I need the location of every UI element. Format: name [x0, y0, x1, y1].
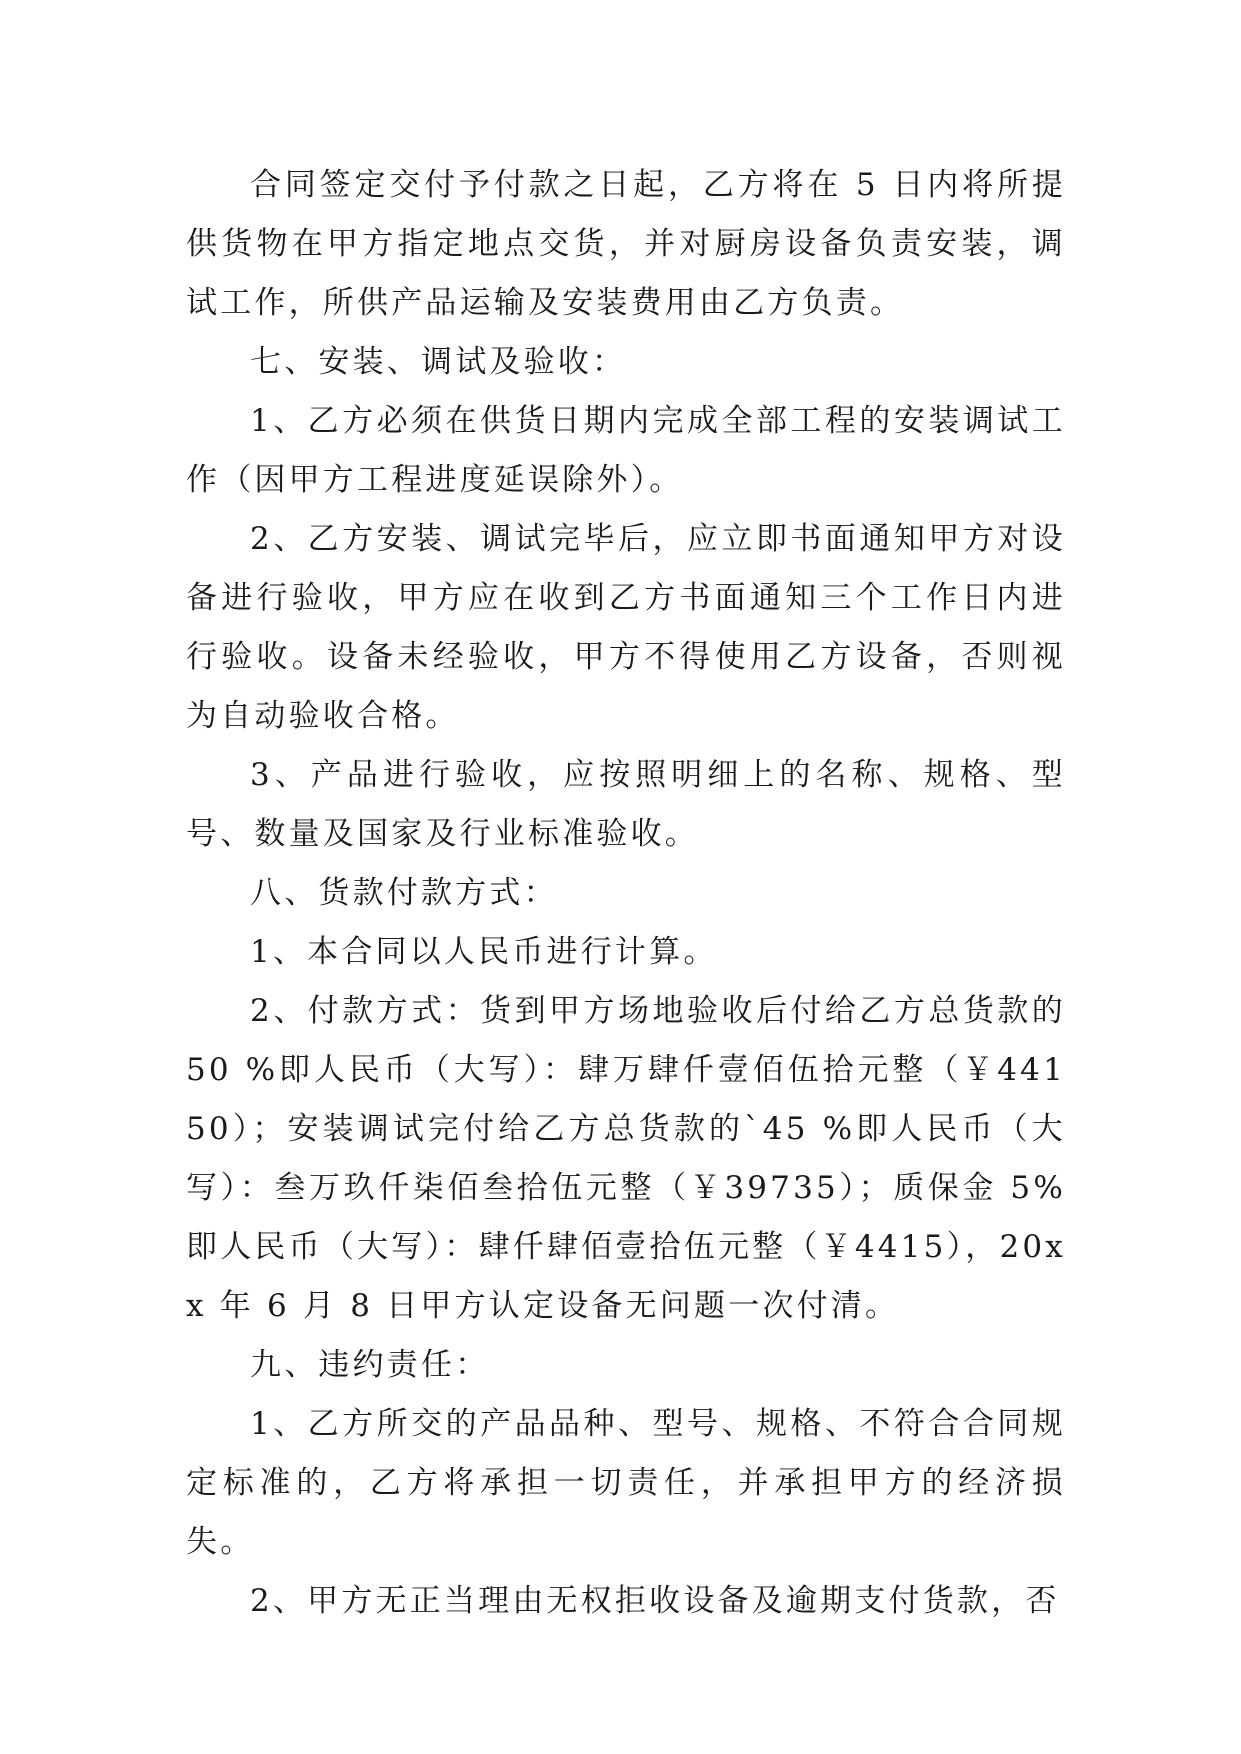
heading-payment-method: 八、货款付款方式：: [250, 875, 558, 911]
paragraph-breach-2: 2、甲方无正当理由无权拒收设备及逾期支付货款，否: [250, 1583, 1060, 1619]
paragraph-installation-3: 3、产品进行验收，应按照明细上的名称、规格、型号、数量及国家及行业标准验收。: [186, 757, 1066, 852]
paragraph-installation-1: 1、乙方必须在供货日期内完成全部工程的安装调试工作（因甲方工程进度延误除外）。: [186, 403, 1066, 498]
heading-installation-acceptance: 七、安装、调试及验收：: [250, 344, 627, 380]
paragraph-breach-1: 1、乙方所交的产品品种、型号、规格、不符合合同规定标准的，乙方将承担一切责任，并承担甲方的经济损失。: [186, 1406, 1066, 1560]
document-body: [186, 156, 1066, 1631]
paragraph-payment-2: 2、付款方式：货到甲方场地验收后付给乙方总货款的50 %即人民币（大写）：肆万肆仟壹佰伍拾元整（￥44150）；安装调试完付给乙方总货款的`45 %即人民币（大写）：叁万玖仟柒佰叁拾伍元整（￥39735）；质保金 5%即人民币（大写）：肆仟肆佰壹拾伍元整（￥4415），20xx 年 6 月 8 日甲方认定设备无问题一次付清。: [186, 993, 1066, 1324]
heading-breach-liability: 九、违约责任：: [250, 1347, 490, 1383]
paragraph-payment-1: 1、本合同以人民币进行计算。: [250, 934, 718, 970]
paragraph-delivery-terms: 合同签定交付予付款之日起，乙方将在 5 日内将所提供货物在甲方指定地点交货，并对厨房设备负责安装，调试工作，所供产品运输及安装费用由乙方负责。: [186, 167, 1066, 321]
paragraph-installation-2: 2、乙方安装、调试完毕后，应立即书面通知甲方对设备进行验收，甲方应在收到乙方书面通知三个工作日内进行验收。设备未经验收，甲方不得使用乙方设备，否则视为自动验收合格。: [186, 521, 1066, 734]
